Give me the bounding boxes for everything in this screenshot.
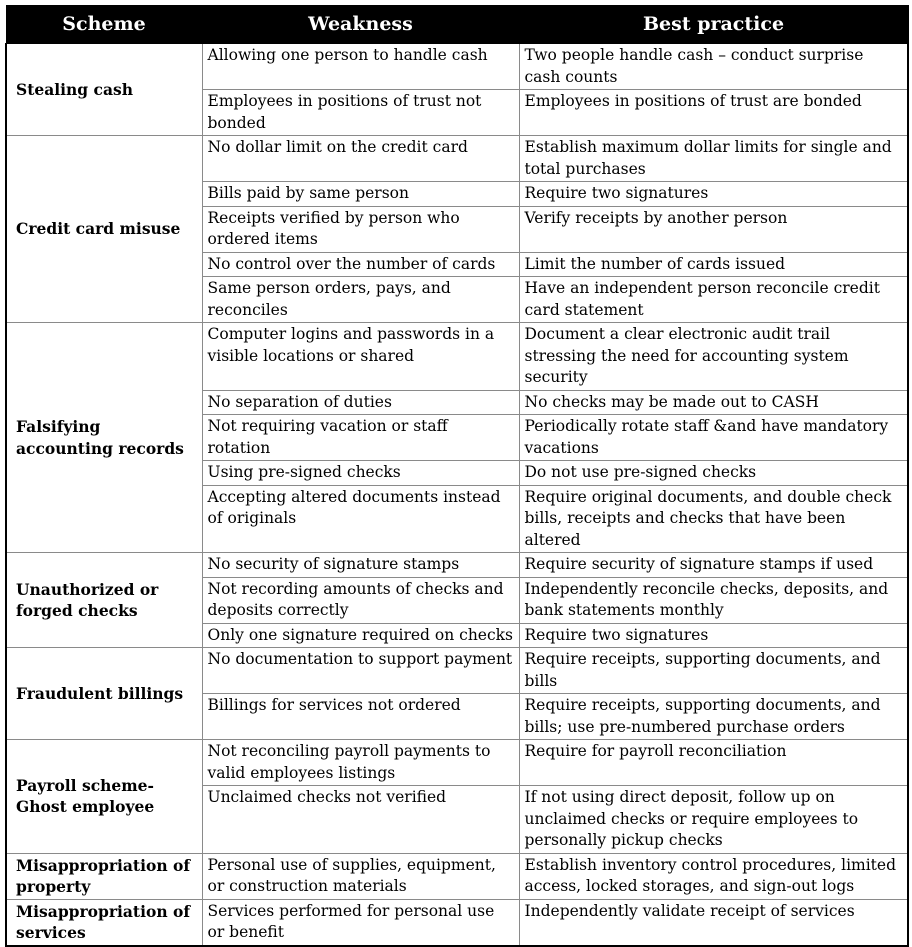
table-row xyxy=(6,553,908,578)
scheme-cell: Misappropriation of property xyxy=(6,853,202,899)
best-practice-cell: Establish inventory control procedures, limited access, locked storages, and sign-out logs xyxy=(519,853,908,899)
scheme-cell: Credit card misuse xyxy=(6,136,202,323)
best-practice-cell: Independently reconcile checks, deposits, and bank statements monthly xyxy=(519,577,908,623)
table-row xyxy=(6,740,908,786)
best-practice-cell: Document a clear electronic audit trail stressing the need for accounting system security xyxy=(519,323,908,391)
weakness-cell: Not reconciling payroll payments to valid employees listings xyxy=(202,740,519,786)
weakness-cell: Same person orders, pays, and reconciles xyxy=(202,277,519,323)
table-row xyxy=(6,853,908,899)
weakness-cell: No documentation to support payment xyxy=(202,648,519,694)
best-practice-cell: Verify receipts by another person xyxy=(519,206,908,252)
weakness-cell: Computer logins and passwords in a visible locations or shared xyxy=(202,323,519,391)
best-practice-cell: Require two signatures xyxy=(519,623,908,648)
weakness-cell: Not recording amounts of checks and deposits correctly xyxy=(202,577,519,623)
weakness-cell: Personal use of supplies, equipment, or construction materials xyxy=(202,853,519,899)
best-practice-cell: Require security of signature stamps if used xyxy=(519,553,908,578)
best-practice-cell: Require for payroll reconciliation xyxy=(519,740,908,786)
table-row xyxy=(6,899,908,946)
header-row xyxy=(6,6,908,44)
weakness-cell: Unclaimed checks not verified xyxy=(202,786,519,854)
best-practice-cell: Require two signatures xyxy=(519,182,908,207)
table-row xyxy=(6,136,908,182)
table-row xyxy=(6,323,908,391)
weakness-cell: Bills paid by same person xyxy=(202,182,519,207)
best-practice-cell: Limit the number of cards issued xyxy=(519,252,908,277)
best-practice-cell: Periodically rotate staff &and have mandatory vacations xyxy=(519,415,908,461)
best-practice-cell: Establish maximum dollar limits for single and total purchases xyxy=(519,136,908,182)
scheme-cell: Payroll scheme-Ghost employee xyxy=(6,740,202,854)
weakness-cell: Allowing one person to handle cash xyxy=(202,44,519,90)
scheme-cell: Misappropriation of services xyxy=(6,899,202,946)
weakness-cell: Only one signature required on checks xyxy=(202,623,519,648)
table-row xyxy=(6,44,908,90)
scheme-cell: Stealing cash xyxy=(6,44,202,136)
best-practice-cell: Require original documents, and double check bills, receipts and checks that have been altered xyxy=(519,485,908,553)
best-practice-cell: Require receipts, supporting documents, and bills xyxy=(519,648,908,694)
scheme-cell: Falsifying accounting records xyxy=(6,323,202,553)
best-practice-cell: Employees in positions of trust are bonded xyxy=(519,90,908,136)
weakness-cell: Receipts verified by person who ordered items xyxy=(202,206,519,252)
weakness-cell: No security of signature stamps xyxy=(202,553,519,578)
weakness-cell: No dollar limit on the credit card xyxy=(202,136,519,182)
scheme-cell: Fraudulent billings xyxy=(6,648,202,740)
weakness-cell: Employees in positions of trust not bonded xyxy=(202,90,519,136)
header-best-practice: Best practice xyxy=(519,6,908,44)
weakness-cell: No separation of duties xyxy=(202,390,519,415)
best-practice-cell: Two people handle cash – conduct surprise cash counts xyxy=(519,44,908,90)
best-practice-cell: Independently validate receipt of services xyxy=(519,899,908,946)
header-weakness: Weakness xyxy=(202,6,519,44)
scheme-cell: Unauthorized or forged checks xyxy=(6,553,202,648)
header-scheme: Scheme xyxy=(6,6,202,44)
best-practice-cell: If not using direct deposit, follow up on unclaimed checks or require employees to personally pickup checks xyxy=(519,786,908,854)
weakness-cell: No control over the number of cards xyxy=(202,252,519,277)
best-practice-cell: No checks may be made out to CASH xyxy=(519,390,908,415)
weakness-cell: Services performed for personal use or benefit xyxy=(202,899,519,946)
fraud-schemes-table xyxy=(5,5,909,947)
best-practice-cell: Require receipts, supporting documents, and bills; use pre-numbered purchase orders xyxy=(519,694,908,740)
weakness-cell: Using pre-signed checks xyxy=(202,461,519,486)
best-practice-cell: Do not use pre-signed checks xyxy=(519,461,908,486)
weakness-cell: Accepting altered documents instead of originals xyxy=(202,485,519,553)
table-row xyxy=(6,648,908,694)
weakness-cell: Not requiring vacation or staff rotation xyxy=(202,415,519,461)
best-practice-cell: Have an independent person reconcile credit card statement xyxy=(519,277,908,323)
weakness-cell: Billings for services not ordered xyxy=(202,694,519,740)
